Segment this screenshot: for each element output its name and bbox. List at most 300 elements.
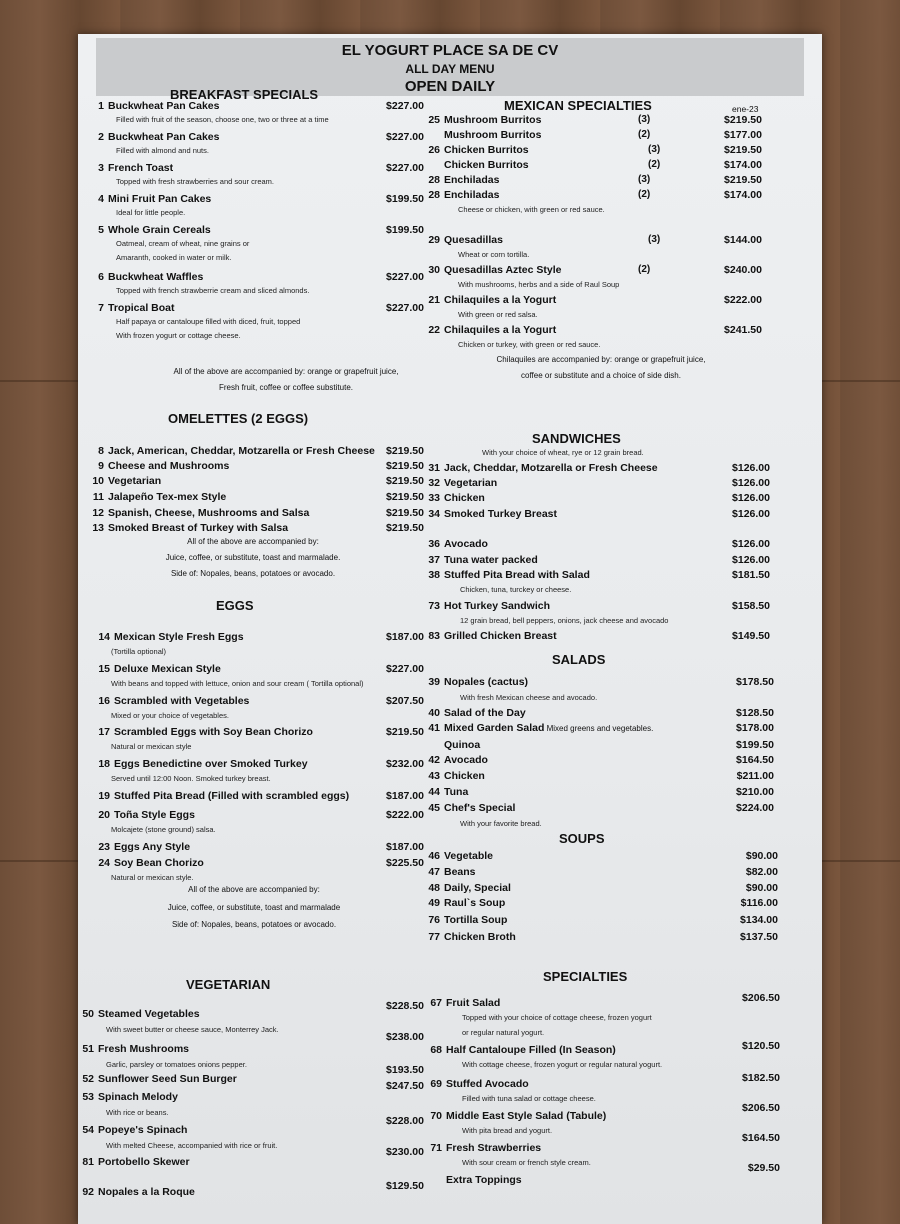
item-name: French Toast [108,162,174,174]
item-description: or regular natural yogurt. [462,1028,545,1037]
item-number: 5 [98,224,104,236]
item-name: Quinoa [444,739,481,751]
item-number: 23 [98,841,110,853]
item-name: Toña Style Eggs [114,809,195,821]
item-name: Tuna water packed [444,554,538,566]
item-price: $90.00 [745,850,778,862]
item-price: $224.00 [736,802,774,814]
item-number: 42 [428,754,440,766]
item-price: $219.50 [724,114,762,126]
item-price: $247.50 [386,1080,424,1092]
item-name: Tuna [444,786,469,798]
item-name: Beans [444,866,476,878]
menu-item [78,1073,237,1085]
item-description: Topped with french strawberrie cream and sliced almonds. [116,286,310,295]
item-name: Chicken Broth [444,931,516,943]
item-price: $227.00 [386,100,424,112]
item-description: With green or red salsa. [458,310,538,319]
menu-item [88,460,229,472]
item-name: Raul`s Soup [444,897,506,909]
item-price: $219.50 [386,445,424,457]
item-number: 71 [430,1142,442,1154]
item-description: With melted Cheese, accompanied with rice or fruit. [106,1141,278,1150]
eggs-title: EGGS [216,598,254,613]
accompaniment-note: Fresh fruit, coffee or coffee substitute. [219,383,353,392]
item-description: With pita bread and yogurt. [462,1126,553,1135]
menu-item [424,866,476,878]
item-name: Mixed Garden Salad [444,722,545,734]
item-price: $199.50 [386,224,424,236]
menu-item [424,722,653,734]
item-price: $219.50 [386,522,424,534]
item-quantity: (3) [638,114,651,125]
menu-item [424,786,468,798]
item-number: 44 [428,786,440,798]
menu-item [94,809,195,821]
item-price: $227.00 [386,131,424,143]
item-number: 45 [428,802,440,814]
item-description: Chicken, tuna, turckey or cheese. [460,585,572,594]
item-number: 22 [428,324,440,336]
item-number: 15 [98,663,110,675]
item-price: $222.00 [386,809,424,821]
item-description: With sour cream or french style cream. [462,1158,591,1167]
open-daily: OPEN DAILY [404,78,496,95]
item-name: Hot Turkey Sandwich [444,600,550,612]
menu-item [424,850,493,862]
item-description: Ideal for little people. [116,208,186,217]
item-name: Half Cantaloupe Filled (In Season) [446,1044,616,1056]
item-description: Topped with your choice of cottage cheese, frozen yogurt [462,1013,652,1022]
item-name: Enchiladas [444,174,500,186]
item-name: Buckwheat Pan Cakes [108,131,220,143]
item-number: 53 [82,1091,94,1103]
item-description: With rice or beans. [106,1108,169,1117]
item-number: 17 [98,726,110,738]
menu-item [424,770,485,782]
item-number: 46 [428,850,440,862]
item-name: Chilaquiles a la Yogurt [444,324,557,336]
item-name: Deluxe Mexican Style [114,663,221,675]
item-price: $182.50 [742,1072,780,1084]
item-number: 10 [92,475,104,487]
item-name: Mexican Style Fresh Eggs [114,631,244,643]
item-name: Chicken Burritos [444,159,529,171]
item-name: Popeye's Spinach [98,1124,188,1136]
accompaniment-note: coffee or substitute and a choice of side dish. [521,371,681,380]
item-name: Chilaquiles a la Yogurt [444,294,557,306]
item-number: 21 [428,294,440,306]
menu-item [424,754,488,766]
item-number: 4 [98,193,104,205]
item-description: Served until 12:00 Noon. Smoked turkey breast. [111,774,271,783]
menu-item [78,1186,195,1198]
soups-title: SOUPS [559,831,605,846]
item-price: $238.00 [386,1031,424,1043]
item-number: 76 [428,914,440,926]
item-number: 54 [82,1124,94,1136]
menu-item [78,1156,190,1168]
item-number: 14 [98,631,110,643]
menu-item [94,790,349,802]
menu-item [88,131,219,143]
item-description: (Tortilla optional) [111,647,167,656]
item-name: Buckwheat Pan Cakes [108,100,220,112]
menu-item [88,491,226,503]
item-number: 1 [98,100,104,112]
item-quantity: (2) [648,159,661,170]
menu-item [424,144,529,156]
item-price: $219.50 [724,174,762,186]
item-number: 77 [428,931,440,943]
item-price: $149.50 [732,630,770,642]
item-description: Cheese or chicken, with green or red sauce. [458,205,605,214]
mexican-title: MEXICAN SPECIALTIES [504,98,652,113]
salads-title: SALADS [552,652,606,667]
item-description: Topped with fresh strawberries and sour cream. [116,177,274,186]
menu-item [94,841,190,853]
menu-item [88,100,219,112]
menu-item [94,758,308,770]
item-number: 41 [428,722,440,734]
item-price: $222.00 [724,294,762,306]
item-number: 11 [92,491,104,503]
sandwich-bread-note: With your choice of wheat, rye or 12 grain bread. [482,448,644,457]
menu-item [426,997,500,1009]
menu-item [94,631,244,643]
item-price: $126.00 [732,538,770,550]
menu-item [426,1142,541,1154]
item-quantity: (2) [638,264,651,275]
menu-item [424,324,556,336]
item-price: $181.50 [732,569,770,581]
menu-item [424,802,515,814]
item-price: $126.00 [732,554,770,566]
item-name: Sunflower Seed Sun Burger [98,1073,237,1085]
item-description: With fresh Mexican cheese and avocado. [460,693,598,702]
item-name: Vegetarian [108,475,162,487]
item-price: $193.50 [386,1064,424,1076]
menu-item [78,1124,187,1136]
item-number: 49 [428,897,440,909]
item-price: $230.00 [386,1146,424,1158]
item-price: $174.00 [724,159,762,171]
item-price: $178.50 [736,676,774,688]
item-price: $177.00 [724,129,762,141]
item-name: Buckwheat Waffles [108,271,204,283]
item-description: Mixed or your choice of vegetables. [111,711,229,720]
item-price: $219.50 [386,491,424,503]
item-price: $206.50 [742,992,780,1004]
item-name: Cheese and Mushrooms [108,460,230,472]
item-price: $227.00 [386,271,424,283]
item-description: Amaranth, cooked in water or milk. [116,253,232,262]
item-number: 73 [428,600,440,612]
item-number: 48 [428,882,440,894]
menu-item [88,224,211,236]
item-price: $187.00 [386,841,424,853]
item-number: 6 [98,271,104,283]
item-price: $211.00 [736,770,774,782]
item-name: Spanish, Cheese, Mushrooms and Salsa [108,507,310,519]
item-number: 38 [428,569,440,581]
accompaniment-note: Juice, coffee, or substitute, toast and marmalade [167,903,341,912]
item-number: 51 [82,1043,94,1055]
item-price: $219.50 [386,507,424,519]
accompaniment-note: All of the above are accompanied by: [187,537,319,546]
item-number: 20 [98,809,110,821]
item-price: $227.00 [386,302,424,314]
item-name: Steamed Vegetables [98,1008,200,1020]
item-number: 68 [430,1044,442,1056]
item-name: Smoked Turkey Breast [444,508,558,520]
item-price: $219.50 [386,475,424,487]
item-number: 69 [430,1078,442,1090]
menu-item [94,695,249,707]
menu-item [426,1044,616,1056]
item-name: Whole Grain Cereals [108,224,211,236]
menu-item [424,931,516,943]
menu-item [88,193,211,205]
item-number: 25 [428,114,440,126]
menu-item [424,129,541,141]
item-name: Salad of the Day [444,707,526,719]
item-number: 52 [82,1073,94,1085]
item-description: Oatmeal, cream of wheat, nine grains or [116,239,250,248]
menu-item [424,914,507,926]
menu-item [94,857,204,869]
item-description: With mushrooms, herbs and a side of Raul Soup [458,280,620,289]
item-quantity: (2) [638,129,651,140]
item-name: Vegetable [444,850,494,862]
item-number: 40 [428,707,440,719]
item-description: Chicken or turkey, with green or red sauce. [458,340,601,349]
item-price: $82.00 [745,866,778,878]
item-price: $227.00 [386,162,424,174]
menu-item [88,302,175,314]
item-price: $90.00 [745,882,778,894]
item-number: 67 [430,997,442,1009]
item-name: Chicken [444,492,485,504]
item-name: Nopales (cactus) [444,676,529,688]
item-name: Jack, American, Cheddar, Motzarella or Fresh Cheese [108,445,375,457]
item-number: 43 [428,770,440,782]
item-name: Fresh Mushrooms [98,1043,190,1055]
item-price: $187.00 [386,790,424,802]
item-price: $178.00 [736,722,774,734]
item-name: Tropical Boat [108,302,175,314]
menu-item [424,897,505,909]
menu-item [78,1043,189,1055]
item-price: $241.50 [724,324,762,336]
item-number: 24 [98,857,110,869]
item-price: $227.00 [386,663,424,675]
item-price: $126.00 [732,508,770,520]
item-number: 12 [92,507,104,519]
item-name: Middle East Style Salad (Tabule) [446,1110,607,1122]
menu-item [424,882,511,894]
item-number: 70 [430,1110,442,1122]
item-name: Soy Bean Chorizo [114,857,204,869]
item-description: Mixed greens and vegetables. [544,724,654,733]
sandwiches-title: SANDWICHES [532,431,621,446]
item-name: Chicken [444,770,485,782]
item-price: $116.00 [740,897,778,909]
item-price: $128.50 [736,707,774,719]
item-number: 29 [428,234,440,246]
menu-item [88,522,288,534]
item-name: Fruit Salad [446,997,501,1009]
menu-item [78,1008,200,1020]
item-description: With beans and topped with lettuce, onion and sour cream ( Tortilla optional) [111,679,364,688]
item-description: Natural or mexican style [111,742,192,751]
menu-item [424,600,550,612]
item-number: 36 [428,538,440,550]
item-description: Wheat or corn tortilla. [458,250,530,259]
item-price: $158.50 [732,600,770,612]
item-number: 32 [428,477,440,489]
item-price: $164.50 [736,754,774,766]
item-price: $207.50 [386,695,424,707]
accompaniment-note: Side of: Nopales, beans, potatoes or avocado. [170,569,336,578]
item-number: 8 [98,445,104,457]
menu-item [88,445,375,457]
item-name: Scrambled Eggs with Soy Bean Chorizo [114,726,313,738]
item-name: Fresh Strawberries [446,1142,542,1154]
item-name: Nopales a la Roque [98,1186,195,1198]
item-name: Grilled Chicken Breast [444,630,557,642]
item-description: Molcajete (stone ground) salsa. [111,825,216,834]
item-price: $126.00 [732,492,770,504]
item-description: With cottage cheese, frozen yogurt or regular natural yogurt. [462,1060,663,1069]
menu-item [424,114,541,126]
item-price: $126.00 [732,477,770,489]
item-name: Mini Fruit Pan Cakes [108,193,212,205]
item-price: $120.50 [742,1040,780,1052]
menu-item [424,174,499,186]
item-quantity: (3) [638,174,651,185]
item-description: Filled with fruit of the season, choose one, two or three at a time [116,115,329,124]
menu-item [94,663,221,675]
item-name: Quesadillas [444,234,503,246]
item-price: $219.50 [386,726,424,738]
item-price: $225.50 [386,857,424,869]
accompaniment-note: Side of: Nopales, beans, potatoes or avocado. [171,920,337,929]
item-name: Scrambled with Vegetables [114,695,250,707]
menu-item [424,538,488,550]
menu-item [424,739,480,751]
menu-item [78,1091,178,1103]
item-price: $228.00 [386,1115,424,1127]
item-number: 34 [428,508,440,520]
item-price: $232.00 [386,758,424,770]
item-name: Eggs Benedictine over Smoked Turkey [114,758,308,770]
item-number: 28 [428,189,440,201]
menu-item [424,189,499,201]
item-description: Filled with tuna salad or cottage cheese. [462,1094,596,1103]
accompaniment-note: Chilaquiles are accompanied by: orange or grapefruit juice, [496,355,706,364]
item-price: $174.00 [724,189,762,201]
item-price: $228.50 [386,1000,424,1012]
item-price: $199.50 [736,739,774,751]
item-name: Avocado [444,538,488,550]
menu-item [424,159,529,171]
omelettes-title: OMELETTES (2 EGGS) [168,411,309,426]
item-number: 26 [428,144,440,156]
menu-item [88,507,309,519]
menu-item [424,676,528,688]
accompaniment-note: All of the above are accompanied by: [188,885,320,894]
item-number: 39 [428,676,440,688]
item-number: 33 [428,492,440,504]
menu-date: ene-23 [732,104,759,114]
menu-item [424,477,497,489]
menu-item [426,1110,606,1122]
item-name: Daily, Special [444,882,511,894]
item-quantity: (2) [638,189,651,200]
item-name: Stuffed Pita Bread with Salad [444,569,590,581]
item-number: 37 [428,554,440,566]
item-price: $219.50 [724,144,762,156]
item-number: 19 [98,790,110,802]
menu-item [424,492,485,504]
item-name: Eggs Any Style [114,841,191,853]
item-quantity: (3) [648,144,661,155]
menu-item [424,294,556,306]
menu-item [424,569,590,581]
menu-item [88,162,173,174]
menu-item [424,264,562,276]
item-price: $129.50 [386,1180,424,1192]
item-name: Extra Toppings [446,1174,522,1186]
item-name: Smoked Breast of Turkey with Salsa [108,522,289,534]
item-quantity: (3) [648,234,661,245]
item-name: Jack, Cheddar, Motzarella or Fresh Cheese [444,462,658,474]
item-number: 16 [98,695,110,707]
item-name: Chef's Special [444,802,516,814]
item-number: 81 [82,1156,94,1168]
item-description: With sweet butter or cheese sauce, Monterrey Jack. [106,1025,279,1034]
item-name: Stuffed Avocado [446,1078,529,1090]
item-name: Stuffed Pita Bread (Filled with scrambled eggs) [114,790,350,802]
item-number: 2 [98,131,104,143]
menu-item [88,271,203,283]
item-number: 50 [82,1008,94,1020]
menu-item [424,508,557,520]
menu-item [424,630,557,642]
company-name: EL YOGURT PLACE SA DE CV [341,42,559,59]
item-number: 31 [428,462,440,474]
item-name: Mushroom Burritos [444,129,542,141]
menu-item [424,707,526,719]
item-number: 92 [82,1186,94,1198]
item-number: 30 [428,264,440,276]
accompaniment-note: All of the above are accompanied by: orange or grapefruit juice, [173,367,399,376]
menu-type: ALL DAY MENU [405,62,495,76]
item-name: Quesadillas Aztec Style [444,264,562,276]
item-number: 18 [98,758,110,770]
item-price: $187.00 [386,631,424,643]
specialties-title: SPECIALTIES [543,969,628,984]
item-number: 9 [98,460,104,472]
menu-item [88,475,161,487]
item-name: Spinach Melody [98,1091,178,1103]
item-price: $29.50 [747,1162,780,1174]
item-number: 3 [98,162,104,174]
item-description: With frozen yogurt or cottage cheese. [116,331,241,340]
menu-item [424,462,658,474]
item-description: Filled with almond and nuts. [116,146,209,155]
